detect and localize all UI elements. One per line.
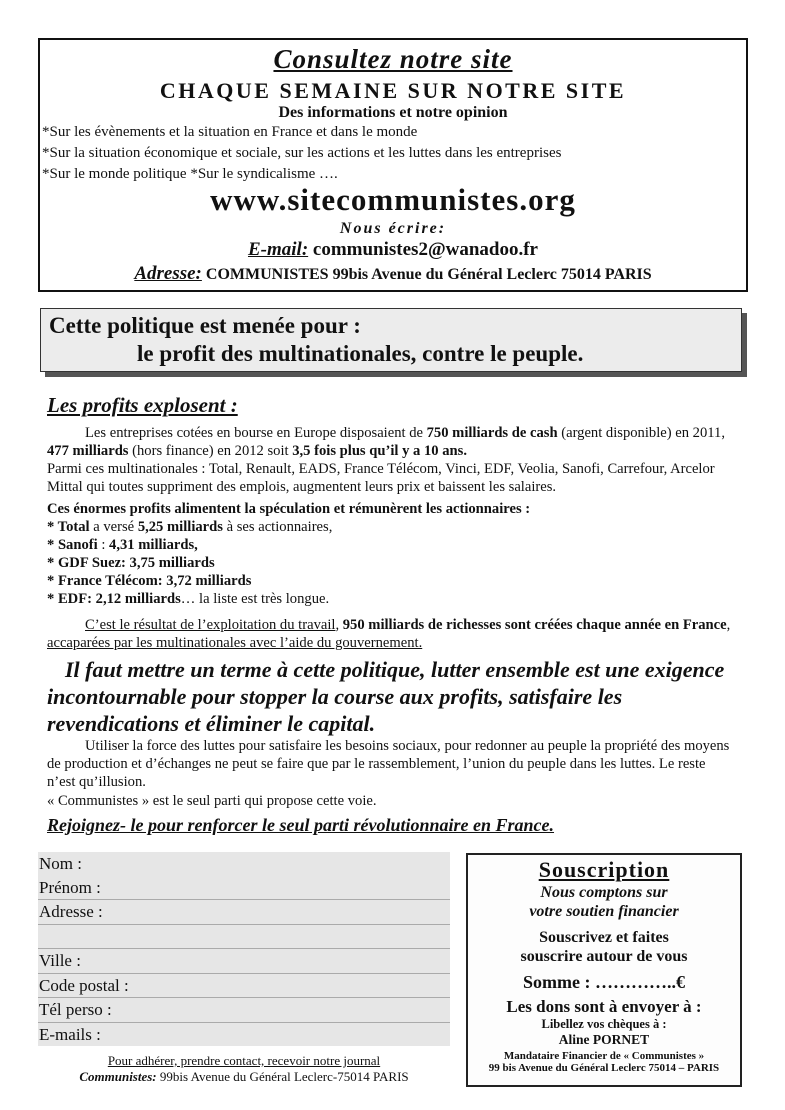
paragraph-2: Parmi ces multinationales : Total, Renault, EADS, France Télécom, Vinci, EDF, Veolia, Sanofi, Carrefour, Arcelor Mittal qui toutes suppriment des emplois, augmentent leurs prix et baissent les salaires. — [47, 461, 715, 495]
list-item: * France Télécom: 3,72 milliards — [47, 573, 252, 589]
souscription-box — [466, 853, 742, 1087]
field-emails[interactable]: E-mails : — [38, 1023, 450, 1047]
s-line: Les dons sont à envoyer à : — [506, 997, 702, 1016]
address-line — [40, 263, 746, 285]
list-item: * EDF: 2,12 milliards… la liste est très longue. — [47, 591, 330, 607]
bullet: *Sur les évènements et la situation en France et dans le monde — [42, 124, 418, 140]
field-ville[interactable]: Ville : — [38, 949, 450, 974]
address-label: Adresse: — [134, 263, 202, 284]
s-line: Aline PORNET — [558, 1032, 650, 1047]
banner — [40, 308, 742, 372]
paragraph-5: Utiliser la force des luttes pour satisfaire les besoins sociaux, pour redonner au peuple la propriété des moyens de production et d’échanges ne peut se faire que par le rassemblement, l’union du peuple dans les luttes. Le reste n’est qu’illusion. — [47, 738, 730, 790]
paragraph-3: Ces énormes profits alimentent la spéculation et rémunèrent les actionnaires : — [47, 501, 531, 517]
field-code-postal[interactable]: Code postal : — [38, 974, 450, 999]
paragraph-4: C’est le résultat de l’exploitation du travail, 950 milliards de richesses sont créées chaque année en France, accaparées par les multinationales avec l’aide du gouvernement. — [47, 617, 731, 651]
field-adresse[interactable]: Adresse : — [38, 900, 450, 925]
amount: Somme : …………..€ — [523, 972, 685, 992]
write-us: Nous écrire: — [339, 220, 447, 237]
field-tel[interactable]: Tél perso : — [38, 998, 450, 1023]
paragraph-6: « Communistes » est le seul parti qui propose cette voie. — [47, 793, 377, 809]
email-label: E-mail: — [247, 239, 309, 260]
banner-line-2: le profit des multinationales, contre le peuple. — [137, 341, 584, 366]
site-url[interactable]: www.sitecommunistes.org — [210, 182, 576, 217]
form-footer-1: Pour adhérer, prendre contact, recevoir notre journal — [107, 1053, 381, 1068]
bullet: *Sur la situation économique et sociale, sur les actions et les luttes dans les entreprises — [42, 145, 562, 161]
s-line: Mandataire Financier de « Communistes » — [503, 1050, 705, 1062]
banner-line-1: Cette politique est menée pour : — [49, 313, 361, 338]
s-line: Nous comptons sur — [540, 884, 668, 901]
list-item: * Sanofi : 4,31 milliards, — [47, 537, 198, 553]
s-line: souscrire autour de vous — [520, 948, 688, 965]
bullet: *Sur le monde politique *Sur le syndicalisme …. — [42, 166, 338, 182]
list-item: * Total a versé 5,25 milliards à ses actionnaires, — [47, 519, 333, 535]
form-footer-2: Communistes: 99bis Avenue du Général Leclerc-75014 PARIS — [79, 1069, 409, 1084]
field-prenom[interactable]: Prénom : — [38, 876, 450, 901]
s-line: Libellez vos chèques à : — [541, 1017, 667, 1031]
call-to-action: Il faut mettre un terme à cette politique, lutter ensemble est une exigence incontournable pour stopper la course aux profits, satisfaire les revendications et éliminer le capital. — [47, 657, 725, 736]
join-heading: Rejoignez- le pour renforcer le seul parti révolutionnaire en France. — [47, 815, 555, 835]
intro: Des informations et notre opinion — [278, 104, 508, 121]
field-adresse-2[interactable] — [38, 925, 450, 950]
souscription-title: Souscription — [538, 857, 670, 882]
s-line: votre soutien financier — [529, 903, 679, 920]
s-line: 99 bis Avenue du Général Leclerc 75014 – PARIS — [488, 1062, 720, 1074]
paragraph-1: Les entreprises cotées en bourse en Europe disposaient de 750 milliards de cash (argent disponible) en 2011, 477 milliards (hors finance) en 2012 soit 3,5 fois plus qu’il y a 10 ans. — [47, 425, 725, 459]
website-box — [38, 38, 748, 292]
email-line — [40, 239, 746, 261]
list-item: * GDF Suez: 3,75 milliards — [47, 555, 215, 571]
site-title: Consultez notre site — [273, 44, 513, 74]
s-line: Souscrivez et faites — [539, 929, 669, 946]
section-heading: Les profits explosent : — [47, 393, 238, 417]
email-link[interactable]: communistes2@wanadoo.fr — [312, 239, 538, 260]
membership-form — [38, 852, 450, 1085]
field-nom[interactable]: Nom : — [38, 852, 450, 876]
address: COMMUNISTES 99bis Avenue du Général Leclerc 75014 PARIS — [205, 266, 652, 283]
weekly-heading: CHAQUE SEMAINE SUR NOTRE SITE — [159, 78, 627, 103]
